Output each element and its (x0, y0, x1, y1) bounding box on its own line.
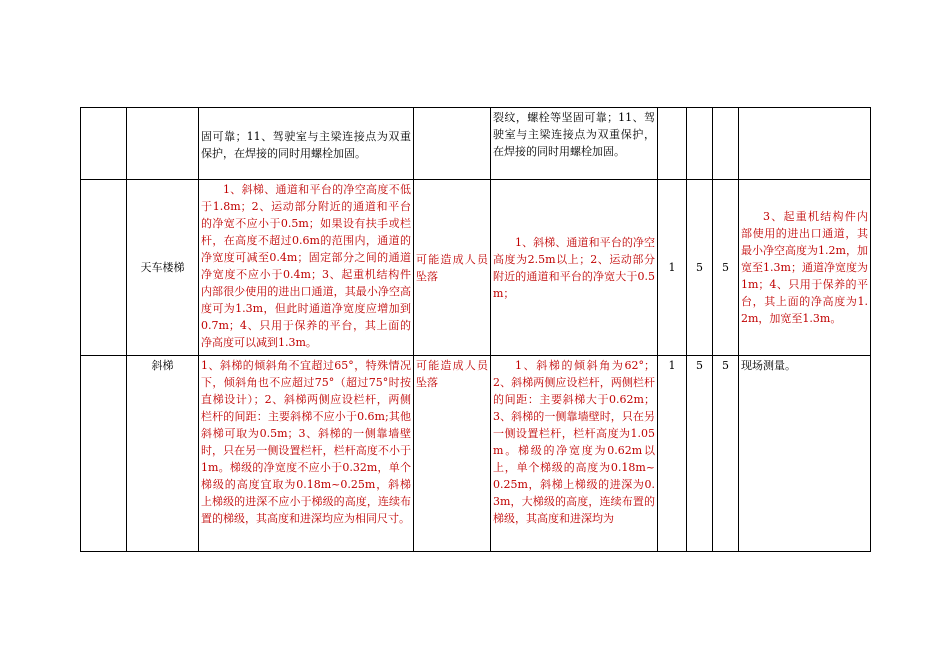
consequence-cell (713, 108, 739, 180)
item-cell: 斜梯 (127, 356, 199, 552)
row-index-cell (81, 108, 127, 180)
consequence-cell: 5 (713, 180, 739, 356)
consequence-cell: 5 (713, 356, 739, 552)
current-state-cell: 裂纹，螺栓等坚固可靠；11、驾驶室与主梁连接点为双重保护，在焊接的同时用螺栓加固。 (491, 108, 658, 180)
exposure-cell: 5 (687, 356, 713, 552)
likelihood-cell (658, 108, 687, 180)
likelihood-cell: 1 (658, 180, 687, 356)
risk-cell (414, 108, 491, 180)
likelihood-cell: 1 (658, 356, 687, 552)
current-state-cell: 1、斜梯的倾斜角为62°；2、斜梯两侧应设栏杆，两侧栏杆的间距：主要斜梯大于0.62m；3、斜梯的一侧靠墙壁时，只在另一侧设置栏杆，栏杆高度为1.05m。梯级的净宽度为0.62m以上，单个梯级的高度为0.18m~0.25m，斜梯上梯级的进深为0.3m，大梯级的高度，连续布置的梯级，其高度和进深均为 (491, 356, 658, 552)
hazard-table (80, 107, 871, 552)
table-row (81, 356, 871, 552)
measure-cell: 现场测量。 (739, 356, 871, 552)
measure-cell: 3、起重机结构件内部使用的进出口通道，其最小净空高度为1.2m，加宽至1.3m；通道净宽度为1m；4、只用于保养的平台，其上面的净高度为1.2m，加宽至1.3m。 (739, 180, 871, 356)
table-row (81, 180, 871, 356)
standard-cell: 固可靠；11、驾驶室与主梁连接点为双重保护，在焊接的同时用螺栓加固。 (199, 108, 414, 180)
measure-cell (739, 108, 871, 180)
item-cell (127, 108, 199, 180)
item-cell: 天车楼梯 (127, 180, 199, 356)
risk-cell: 可能造成人员坠落 (414, 356, 491, 552)
current-state-cell: 1、斜梯、通道和平台的净空高度为2.5m以上；2、运动部分附近的通道和平台的净宽大于0.5m； (491, 180, 658, 356)
risk-cell: 可能造成人员坠落 (414, 180, 491, 356)
exposure-cell: 5 (687, 180, 713, 356)
standard-cell: 1、斜梯、通道和平台的净空高度不低于1.8m；2、运动部分附近的通道和平台的净宽不应小于0.5m；如果设有扶手或栏杆，在高度不超过0.6m的范围内，通道的净宽度可减至0.4m；固定部分之间的通道净宽度不应小于0.4m；3、起重机结构件内部很少使用的进出口通道，其最小净空高度可为1.3m，但此时通道净宽度应增加到0.7m；4、只用于保养的平台，其上面的净高度可以减到1.3m。 (199, 180, 414, 356)
standard-cell: 1、斜梯的倾斜角不宜超过65°，特殊情况下，倾斜角也不应超过75°（超过75°时按直梯设计）；2、斜梯两侧应设栏杆，两侧栏杆的间距：主要斜梯不应小于0.6m;其他斜梯可取为0.5m；3、斜梯的一侧靠墙壁时，只在另一侧设置栏杆，栏杆高度不小于1m。梯级的净宽度不应小于0.32m，单个梯级的高度宜取为0.18m~0.25m，斜梯上梯级的进深不应小于梯级的高度，连续布置的梯级，其高度和进深均应为相同尺寸。 (199, 356, 414, 552)
exposure-cell (687, 108, 713, 180)
row-index-cell (81, 180, 127, 356)
row-index-cell (81, 356, 127, 552)
table-row (81, 108, 871, 180)
